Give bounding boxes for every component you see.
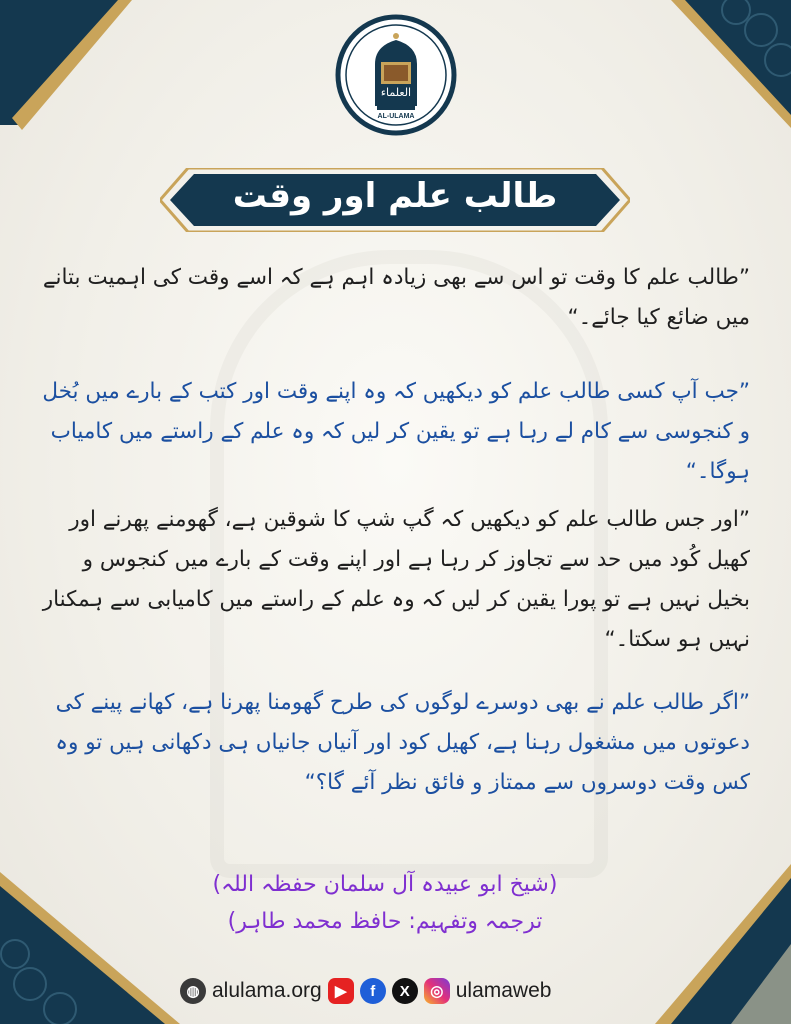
quote-paragraph-4: ”اگر طالب علم نے بھی دوسرے لوگوں کی طرح گھومنا پھرنا ہے، کھانے پینے کی دعوتوں میں مشغول رہنا ہے، کھیل کود اور آنیاں جانیاں ہی دکھانی ہیں تو وہ کس وقت دوسروں سے ممتاز و فائق نظر آئے گا؟“ bbox=[55, 690, 750, 795]
facebook-icon[interactable]: f bbox=[360, 978, 386, 1004]
title-banner bbox=[160, 168, 630, 232]
footer-social-bar bbox=[180, 973, 551, 1009]
logo-arabic-text: العلماء bbox=[380, 86, 412, 99]
instagram-icon[interactable]: ◎ bbox=[424, 978, 450, 1004]
page-title: طالب علم اور وقت bbox=[232, 176, 558, 216]
social-handle[interactable]: ulamaweb bbox=[455, 979, 552, 1002]
x-icon[interactable]: X bbox=[392, 978, 418, 1004]
author-credit: (شیخ ابو عبیدہ آل سلمان حفظہ اللہ) bbox=[212, 872, 558, 897]
website-link[interactable]: alulama.org bbox=[212, 979, 322, 1002]
alulama-logo bbox=[335, 14, 457, 136]
quote-paragraph-1: ”طالب علم کا وقت تو اس سے بھی زیادہ اہم ہے کہ اسے وقت کی اہمیت بتانے میں ضائع کیا جائے۔“ bbox=[42, 265, 750, 330]
corner-ornament-top-right bbox=[641, 0, 791, 130]
translator-credit: ترجمہ وتفہیم: حافظ محمد طاہر) bbox=[227, 909, 543, 934]
logo-label: AL-ULAMA bbox=[377, 113, 415, 120]
corner-ornament-top-left bbox=[0, 0, 140, 140]
quote-paragraph-3: ”اور جس طالب علم کو دیکھیں کہ گپ شپ کا شوقین ہے، گھومنے پھرنے اور کھیل کُود میں حد سے تجاوز کر رہا ہے اور اپنے وقت کے بارے میں کنجوس و بخیل نہیں ہے تو پورا یقین کر لیں کہ وہ علم کے راستے میں کامیابی سے ہمکنار نہیں ہو سکتا۔“ bbox=[42, 507, 750, 652]
youtube-icon[interactable]: ▶ bbox=[328, 978, 354, 1004]
quote-paragraph-2: ”جب آپ کسی طالب علم کو دیکھیں کہ وہ اپنے وقت اور کتب کے بارے میں بُخل و کنجوسی سے کام لے رہا ہے تو یقین کر لیں کہ وہ علم کے راستے میں کامیاب ہوگا۔“ bbox=[42, 379, 750, 484]
globe-icon[interactable]: ◍ bbox=[180, 978, 206, 1004]
